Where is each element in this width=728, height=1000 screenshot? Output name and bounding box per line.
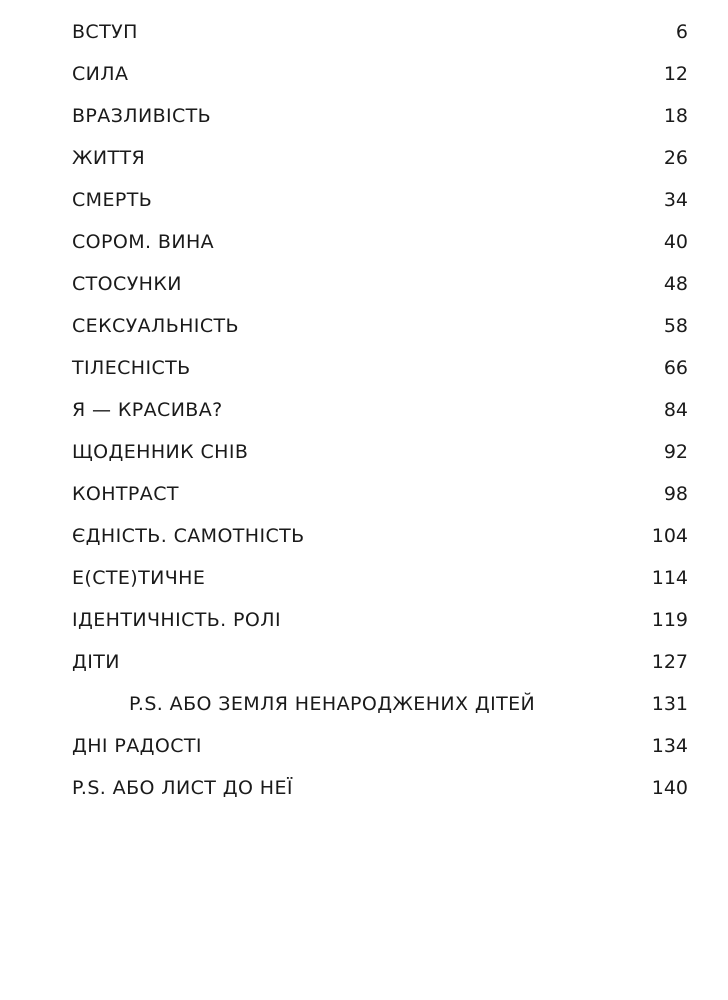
toc-entry-title: Я — КРАСИВА? bbox=[72, 399, 223, 421]
toc-entry-page: 134 bbox=[651, 735, 688, 757]
toc-entry bbox=[0, 95, 728, 137]
toc-entry-title: СТОСУНКИ bbox=[72, 273, 182, 295]
toc-entry-page: 104 bbox=[651, 525, 688, 547]
toc-entry bbox=[0, 179, 728, 221]
toc-entry-page: 119 bbox=[651, 609, 688, 631]
toc-entry-title: ДНІ РАДОСТІ bbox=[72, 735, 202, 757]
toc-entry-title: ІДЕНТИЧНІСТЬ. РОЛІ bbox=[72, 609, 281, 631]
toc-entry-page: 12 bbox=[663, 63, 688, 85]
toc-entry-title: КОНТРАСТ bbox=[72, 483, 179, 505]
toc-entry-title: ЖИТТЯ bbox=[72, 147, 146, 169]
toc-entry bbox=[0, 473, 728, 515]
toc-entry-title: СОРОМ. ВИНА bbox=[72, 231, 215, 253]
toc-entry-title: СМЕРТЬ bbox=[72, 189, 153, 211]
toc-entry bbox=[0, 305, 728, 347]
toc-entry bbox=[0, 221, 728, 263]
toc-entry-title: ЄДНІСТЬ. САМОТНІСТЬ bbox=[72, 525, 305, 547]
toc-entry bbox=[0, 725, 728, 767]
toc-entry bbox=[0, 347, 728, 389]
toc-entry bbox=[0, 137, 728, 179]
toc-entry-page: 140 bbox=[651, 777, 688, 799]
toc-entry-title: P.S. АБО ЛИСТ ДО НЕЇ bbox=[72, 777, 293, 799]
toc-entry-title: ТІЛЕСНІСТЬ bbox=[72, 357, 191, 379]
toc-entry-page: 40 bbox=[663, 231, 688, 253]
toc-entry-title: ДІТИ bbox=[72, 651, 120, 673]
toc-entry bbox=[0, 599, 728, 641]
toc-entry-title: СИЛА bbox=[72, 63, 129, 85]
toc-entry-title: СЕКСУАЛЬНІСТЬ bbox=[72, 315, 239, 337]
toc-entry-page: 34 bbox=[663, 189, 688, 211]
toc-entry-title: P.S. АБО ЗЕМЛЯ НЕНАРОДЖЕНИХ ДІТЕЙ bbox=[129, 693, 536, 715]
toc-entry bbox=[0, 557, 728, 599]
toc-entry-page: 84 bbox=[663, 399, 688, 421]
toc-entry-page: 6 bbox=[675, 21, 688, 43]
toc-entry-page: 114 bbox=[651, 567, 688, 589]
toc-entry bbox=[0, 389, 728, 431]
toc-entry bbox=[0, 431, 728, 473]
toc-entry-title: ВСТУП bbox=[72, 21, 138, 43]
toc-entry bbox=[0, 53, 728, 95]
toc-entry bbox=[0, 515, 728, 557]
toc-entry-title: ЩОДЕННИК СНІВ bbox=[72, 441, 249, 463]
toc-entry-page: 98 bbox=[663, 483, 688, 505]
toc-entry-page: 48 bbox=[663, 273, 688, 295]
toc-entry-page: 127 bbox=[651, 651, 688, 673]
toc-entry-page: 131 bbox=[651, 693, 688, 715]
toc-entry-title: ВРАЗЛИВІСТЬ bbox=[72, 105, 212, 127]
toc-entry-page: 66 bbox=[663, 357, 688, 379]
toc-entry-title: Е(СТЕ)ТИЧНЕ bbox=[72, 567, 206, 589]
toc-entry bbox=[0, 641, 728, 683]
toc-entry-page: 58 bbox=[663, 315, 688, 337]
toc-entry bbox=[0, 11, 728, 53]
toc-subentry bbox=[0, 683, 728, 725]
toc-entry-page: 92 bbox=[663, 441, 688, 463]
toc-entry bbox=[0, 767, 728, 809]
toc-entry-page: 26 bbox=[663, 147, 688, 169]
toc-entry-page: 18 bbox=[663, 105, 688, 127]
toc-entry bbox=[0, 263, 728, 305]
table-of-contents bbox=[0, 11, 728, 809]
